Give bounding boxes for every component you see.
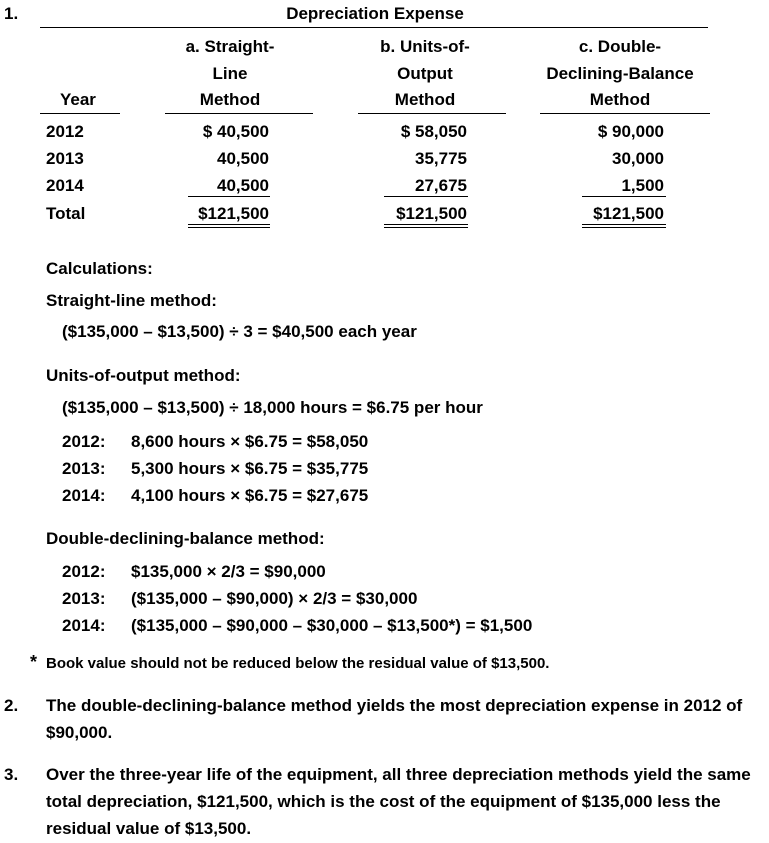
row-2012-c: $ 90,000 <box>597 122 664 141</box>
col-c-header-2: Declining-Balance <box>546 64 694 83</box>
col-a-sum-rule <box>188 196 270 197</box>
units-2013-year: 2013: <box>62 459 106 478</box>
row-2012-b: $ 58,050 <box>400 122 467 141</box>
row-2012-year: 2012 <box>46 122 84 141</box>
ddb-2013-calc: ($135,000 – $90,000) × 2/3 = $30,000 <box>131 589 418 608</box>
col-c-header-rule <box>540 113 710 114</box>
year-header: Year <box>60 90 96 109</box>
ddb-2013-year: 2013: <box>62 589 106 608</box>
total-a-rule-1 <box>188 224 270 225</box>
units-2012-year: 2012: <box>62 432 106 451</box>
col-a-header-1: a. Straight- <box>185 37 275 56</box>
units-2012-calc: 8,600 hours × $6.75 = $58,050 <box>131 432 369 451</box>
total-c-rule-1 <box>582 224 666 225</box>
col-a-header-rule <box>165 113 313 114</box>
ddb-2012-calc: $135,000 × 2/3 = $90,000 <box>131 562 326 581</box>
total-b: $121,500 <box>396 204 467 223</box>
straight-line-formula: ($135,000 – $13,500) ÷ 3 = $40,500 each year <box>62 322 417 341</box>
col-b-header-2: Output <box>397 64 453 83</box>
ddb-heading: Double-declining-balance method: <box>46 529 325 548</box>
col-b-header-1: b. Units-of- <box>380 37 470 56</box>
row-2014-a: 40,500 <box>217 176 269 195</box>
total-c-rule-2 <box>582 227 666 228</box>
total-label: Total <box>46 204 86 223</box>
ddb-2014-calc: ($135,000 – $90,000 – $30,000 – $13,500*) = $1,500 <box>131 616 533 635</box>
row-2014-year: 2014 <box>46 176 84 195</box>
col-a-header-2: Line <box>212 64 248 83</box>
footnote-mark: * <box>30 652 38 672</box>
units-2014-calc: 4,100 hours × $6.75 = $27,675 <box>131 486 369 505</box>
part3-number: 3. <box>4 765 19 784</box>
row-2014-c: 1,500 <box>621 176 664 195</box>
total-b-rule-1 <box>384 224 468 225</box>
col-c-header-3: Method <box>589 90 651 109</box>
row-2014-b: 27,675 <box>415 176 467 195</box>
total-a-rule-2 <box>188 227 270 228</box>
calculations-heading: Calculations: <box>46 259 153 278</box>
col-b-header-3: Method <box>394 90 456 109</box>
part1-number: 1. <box>4 4 19 23</box>
total-c: $121,500 <box>593 204 664 223</box>
total-b-rule-2 <box>384 227 468 228</box>
col-b-header-rule <box>358 113 506 114</box>
title-rule <box>40 27 708 28</box>
ddb-2014-year: 2014: <box>62 616 106 635</box>
col-c-sum-rule <box>582 196 666 197</box>
table-title: Depreciation Expense <box>286 4 464 23</box>
part2-text: The double-declining-balance method yields the most depreciation expense in 2012 of $90,000. <box>46 696 743 742</box>
row-2013-c: 30,000 <box>612 149 664 168</box>
col-a-header-3: Method <box>199 90 261 109</box>
year-header-rule <box>40 113 120 114</box>
row-2013-b: 35,775 <box>415 149 467 168</box>
row-2013-year: 2013 <box>46 149 84 168</box>
part2-number: 2. <box>4 696 19 715</box>
units-2014-year: 2014: <box>62 486 106 505</box>
units-2013-calc: 5,300 hours × $6.75 = $35,775 <box>131 459 369 478</box>
ddb-2012-year: 2012: <box>62 562 106 581</box>
part3-text: Over the three-year life of the equipment, all three depreciation methods yield the same total depreciation, $121,500, which is the cost of the equipment of $135,000 less the residual value of $13,500. <box>46 765 751 838</box>
col-c-header-1: c. Double- <box>578 37 662 56</box>
units-heading: Units-of-output method: <box>46 366 241 385</box>
row-2012-a: $ 40,500 <box>202 122 269 141</box>
footnote-text: Book value should not be reduced below the residual value of $13,500. <box>46 655 550 672</box>
total-a: $121,500 <box>198 204 269 223</box>
units-formula: ($135,000 – $13,500) ÷ 18,000 hours = $6.75 per hour <box>62 398 483 417</box>
col-b-sum-rule <box>384 196 468 197</box>
row-2013-a: 40,500 <box>217 149 269 168</box>
straight-line-heading: Straight-line method: <box>46 291 217 310</box>
